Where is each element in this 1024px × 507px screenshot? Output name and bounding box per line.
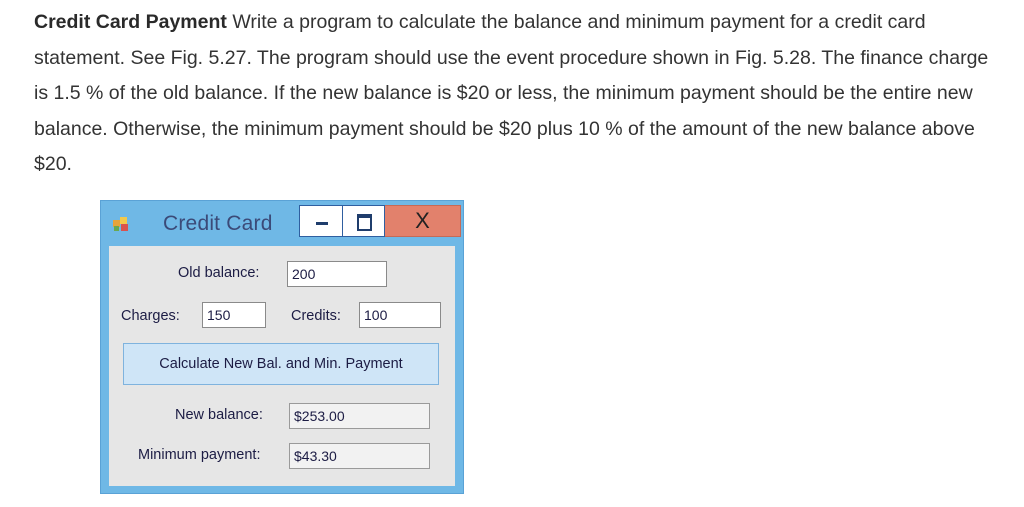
credits-input[interactable]: 100 — [359, 302, 441, 328]
minimize-button[interactable] — [299, 205, 343, 237]
credits-label: Credits: — [291, 308, 341, 324]
minimum-payment-label: Minimum payment: — [138, 447, 261, 463]
window-title: Credit Card — [163, 212, 273, 235]
new-balance-output: $253.00 — [289, 403, 430, 429]
charges-label: Charges: — [121, 308, 180, 324]
problem-title: Credit Card Payment — [34, 11, 227, 33]
charges-input[interactable]: 150 — [202, 302, 266, 328]
title-bar[interactable] — [101, 201, 463, 245]
app-icon — [112, 216, 132, 232]
maximize-button[interactable] — [343, 205, 385, 237]
close-button[interactable] — [385, 205, 461, 237]
minimum-payment-output: $43.30 — [289, 443, 430, 469]
new-balance-label: New balance: — [175, 407, 263, 423]
old-balance-input[interactable]: 200 — [287, 261, 387, 287]
calculate-button[interactable]: Calculate New Bal. and Min. Payment — [123, 343, 439, 385]
problem-text: Write a program to calculate the balance and minimum payment for a credit card statement. See Fig. 5.27. The program should use the event procedure shown in Fig. 5.28. The finance charge is 1.5 % of the old balance. If the new balance is $20 or less, the minimum payment should be the entire new balance. Otherwise, the minimum payment should be $20 plus 10 % of the amount of the new balance above $20. — [34, 11, 989, 176]
form-client-area — [109, 246, 455, 486]
credit-card-window — [100, 200, 464, 494]
old-balance-label: Old balance: — [178, 265, 260, 281]
problem-statement — [34, 5, 994, 183]
close-icon: X — [415, 208, 430, 233]
